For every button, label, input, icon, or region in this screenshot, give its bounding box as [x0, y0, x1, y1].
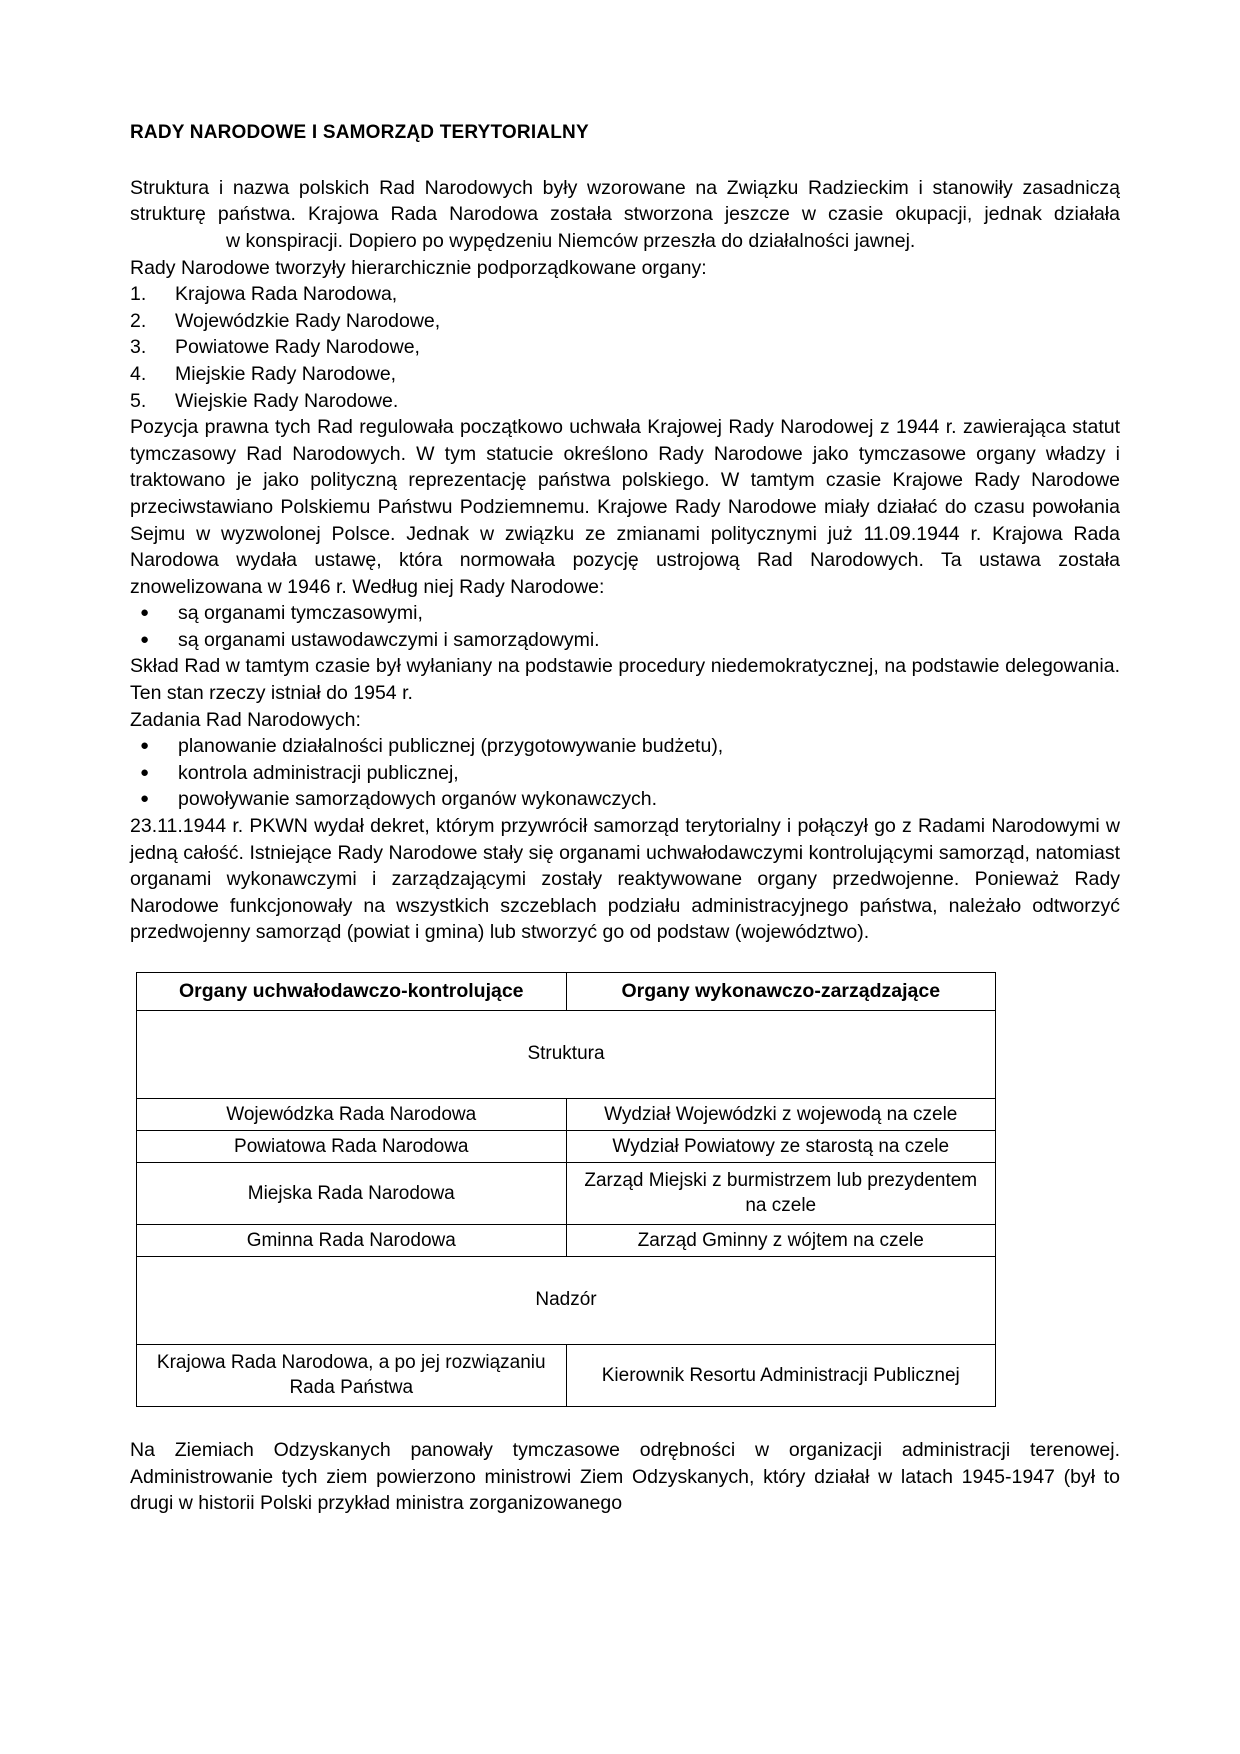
bullet-dot-icon: ● [140, 737, 150, 755]
list-item-label: powoływanie samorządowych organów wykonawczych. [178, 788, 658, 811]
list-item [130, 627, 1120, 654]
table-header-row [137, 973, 996, 1011]
bullet-dot-icon: ● [140, 763, 150, 781]
bullet-dot-icon: ● [140, 790, 150, 808]
list-item [130, 786, 1120, 813]
list-item-label: Powiatowe Rady Narodowe, [175, 336, 420, 359]
list-item-number: 5. [130, 389, 147, 412]
organ-numbered-list [130, 281, 1120, 414]
bullet-list-tasks [130, 733, 1120, 813]
paragraph-intro [130, 175, 1120, 255]
list-item-label: Miejskie Rady Narodowe, [175, 362, 397, 385]
list-item-label: są organami ustawodawczymi i samorządowymi. [178, 628, 600, 651]
table-header-cell-left: Organy uchwałodawczo-kontrolujące [137, 973, 567, 1011]
table-row [137, 1163, 996, 1225]
table-cell-right: Zarząd Gminny z wójtem na czele [566, 1225, 996, 1257]
bullet-dot-icon: ● [140, 630, 150, 648]
list-item-label: planowanie działalności publicznej (przygotowywanie budżetu), [178, 735, 724, 758]
table-section-label-supervision: Nadzór [137, 1257, 996, 1345]
table-header-cell-right: Organy wykonawczo-zarządzające [566, 973, 996, 1011]
list-item-label: Wojewódzkie Rady Narodowe, [175, 309, 441, 332]
list-item [130, 388, 1120, 415]
table-cell-right: Zarząd Miejski z burmistrzem lub prezydentem na czele [566, 1163, 996, 1225]
paragraph-pkwn-decree: 23.11.1944 r. PKWN wydał dekret, którym przywrócił samorząd terytorialny i połączył go z Radami Narodowymi w jedną całość. Istniejące Rady Narodowe stały się organami uchwałodawczymi kontrolującymi samorząd, natomiast organami wykonawczymi i zarządzającymi zostały reaktywowane organy przedwojenne. Ponieważ Rady Narodowe funkcjonowały na wszystkich szczeblach podziału administracyjnego państwa, należało odtworzyć przedwojenny samorząd (powiat i gmina) lub stworzyć go od podstaw (województwo). [130, 815, 1120, 944]
list-item-number: 4. [130, 362, 147, 385]
list-item-label: Krajowa Rada Narodowa, [175, 283, 398, 306]
bullet-list-organ-nature [130, 600, 1120, 653]
table-section-label-structure: Struktura [137, 1011, 996, 1099]
list-item-label: są organami tymczasowymi, [178, 602, 423, 625]
list-item-number: 3. [130, 336, 147, 359]
table-section-row-structure [137, 1011, 996, 1099]
organs-structure-table [136, 972, 996, 1407]
list-item [130, 733, 1120, 760]
table-cell-left: Wojewódzka Rada Narodowa [137, 1099, 567, 1131]
list-item [130, 334, 1120, 361]
numbered-list-lead: Rady Narodowe tworzyły hierarchicznie podporządkowane organy: [130, 256, 707, 279]
list-item-label: Wiejskie Rady Narodowe. [175, 389, 399, 412]
table-row [137, 1225, 996, 1257]
list-item-number: 1. [130, 283, 147, 306]
list-item [130, 600, 1120, 627]
tasks-lead: Zadania Rad Narodowych: [130, 708, 361, 731]
table-row [137, 1131, 996, 1163]
list-item [130, 308, 1120, 335]
table-section-row-supervision [137, 1257, 996, 1345]
paragraph-intro-part2: w konspiracji. Dopiero po wypędzeniu Niemców przeszła do działalności jawnej. [226, 229, 916, 252]
list-item-label: kontrola administracji publicznej, [178, 761, 459, 784]
table-row [137, 1099, 996, 1131]
table-cell-left: Miejska Rada Narodowa [137, 1163, 567, 1225]
table-cell-right: Wydział Powiatowy ze starostą na czele [566, 1131, 996, 1163]
table-cell-right: Wydział Wojewódzki z wojewodą na czele [566, 1099, 996, 1131]
paragraph-legal-position: Pozycja prawna tych Rad regulowała początkowo uchwała Krajowej Rady Narodowej z 1944 r. zawierająca statut tymczasowy Rad Narodowych. W tym statucie określono Rady Narodowe jako tymczasowe organy władzy i traktowano je jako polityczną reprezentację państwa polskiego. W tamtym czasie Krajowe Rady Narodowe przeciwstawiano Polskiemu Państwu Podziemnemu. Krajowe Rady Narodowe miały działać do czasu powołania Sejmu w wyzwolonej Polsce. Jednak w związku ze zmianami politycznymi już 11.09.1944 r. Krajowa Rada Narodowa wydała ustawę, która normowała pozycję ustrojową Rad Narodowych. Ta ustawa została znowelizowana w 1946 r. Według niej Rady Narodowe: [130, 416, 1120, 598]
list-item-number: 2. [130, 309, 147, 332]
page-title: RADY NARODOWE I SAMORZĄD TERYTORIALNY [130, 122, 589, 143]
bullet-dot-icon: ● [140, 604, 150, 622]
table-row [137, 1345, 996, 1407]
table-cell-left: Powiatowa Rada Narodowa [137, 1131, 567, 1163]
table-cell-right: Kierownik Resortu Administracji Publicznej [566, 1345, 996, 1407]
table-cell-left: Gminna Rada Narodowa [137, 1225, 567, 1257]
list-item [130, 760, 1120, 787]
table-cell-left: Krajowa Rada Narodowa, a po jej rozwiązaniu Rada Państwa [137, 1345, 567, 1407]
paragraph-recovered-territories: Na Ziemiach Odzyskanych panowały tymczasowe odrębności w organizacji administracji terenowej. Administrowanie tych ziem powierzono ministrowi Ziem Odzyskanych, który działał w latach 1945-1947 (był to drugi w historii Polski przykład ministra zorganizowanego [130, 1439, 1120, 1515]
paragraph-intro-part1: Struktura i nazwa polskich Rad Narodowych były wzorowane na Związku Radzieckim i stanowiły zasadniczą strukturę państwa. Krajowa Rada Narodowa została stworzona jeszcze w czasie okupacji, jednak działała [130, 176, 1120, 226]
list-item [130, 361, 1120, 388]
paragraph-composition: Skład Rad w tamtym czasie był wyłaniany na podstawie procedury niedemokratycznej, na podstawie delegowania. Ten stan rzeczy istniał do 1954 r. [130, 655, 1120, 705]
list-item [130, 281, 1120, 308]
